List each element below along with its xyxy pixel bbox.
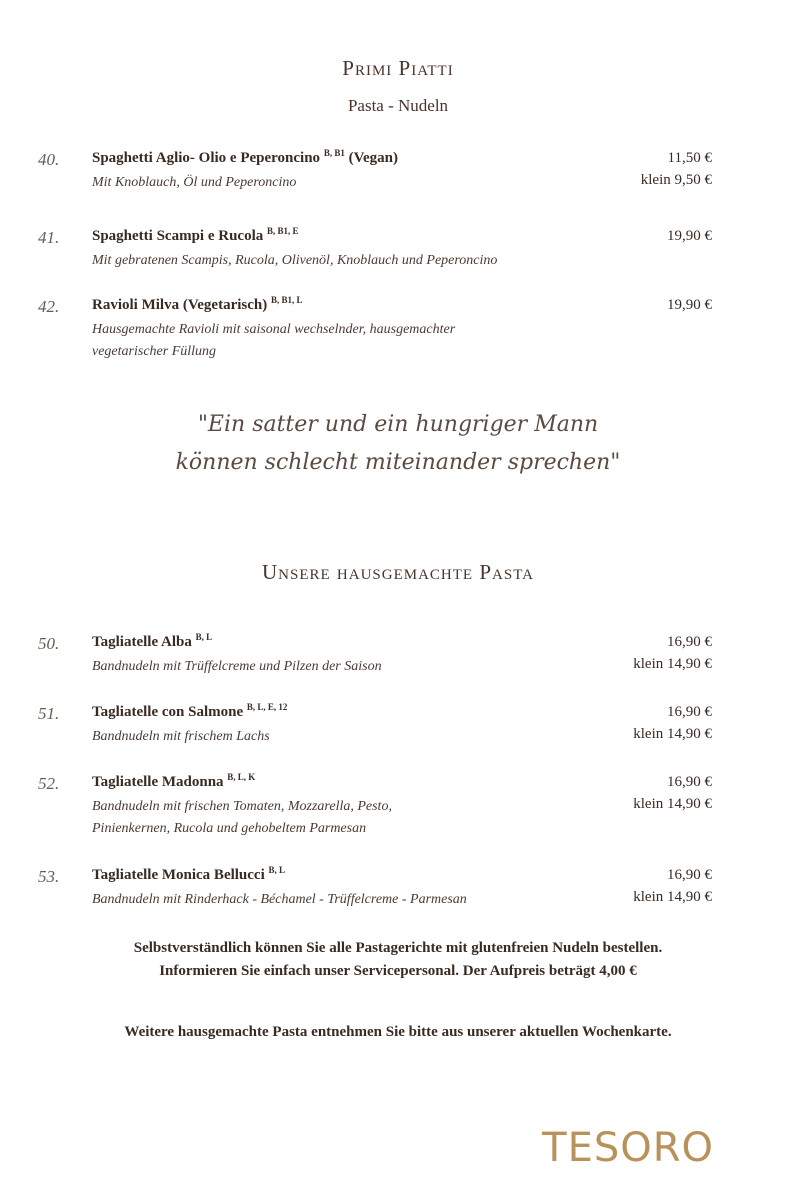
- item-price: 11,50 €: [667, 150, 712, 166]
- item-name: Spaghetti Scampi e Rucola $^{B, B1, E}$: [92, 226, 299, 244]
- item-allergens: B, B1, E: [267, 226, 299, 236]
- item-number: 40.: [38, 150, 60, 169]
- tesoro-logo: TESORO: [542, 1125, 714, 1171]
- item-description: Bandnudeln mit Rinderhack - Béchamel - Trüffelcreme - Parmesan: [92, 892, 467, 907]
- item-description: Bandnudeln mit frischen Tomaten, Mozzarella, Pesto, Pinienkernen, Rucola und gehobeltem Parmesan: [92, 799, 392, 836]
- item-name: Tagliatelle con Salmone $^{B, L, E, 12}$: [92, 702, 288, 720]
- weekly-card-note: Weitere hausgemachte Pasta entnehmen Sie bitte aus unserer aktuellen Wochenkarte.: [124, 1024, 672, 1040]
- item-number: 50.: [38, 634, 60, 653]
- item-price: 19,90 €: [667, 228, 712, 244]
- section-title-hausgemachte-pasta: Unsere hausgemachte Pasta: [262, 560, 534, 584]
- item-price-small: klein 14,90 €: [633, 656, 712, 672]
- item-number: 41.: [38, 228, 60, 247]
- item-name: Spaghetti Aglio- Olio e Peperoncino $^{B, B1}$ (Vegan): [92, 148, 399, 166]
- section-subtitle-pasta: Pasta - Nudeln: [347, 96, 449, 115]
- quote: [0, 406, 796, 482]
- gluten-note-line-2: Informieren Sie einfach unser Servicepersonal. Der Aufpreis beträgt 4,00 €: [159, 963, 637, 979]
- item-name: Tagliatelle Alba $^{B, L}$: [92, 632, 213, 650]
- item-allergens: B, B1, L: [271, 295, 303, 305]
- quote-line-1: "Ein satter und ein hungriger Mann: [197, 412, 599, 437]
- item-price-small: klein 14,90 €: [633, 889, 712, 905]
- item-price: 16,90 €: [667, 867, 712, 883]
- item-number: 52.: [38, 774, 60, 793]
- gluten-free-note: [0, 937, 796, 983]
- item-allergens: B, B1: [323, 148, 345, 158]
- item-price: 16,90 €: [667, 704, 712, 720]
- item-number: 53.: [38, 867, 60, 886]
- item-price: 19,90 €: [667, 297, 712, 313]
- item-description: Mit Knoblauch, Öl und Peperoncino: [92, 175, 297, 190]
- item-name: Tagliatelle Madonna $^{B, L, K}$: [92, 772, 256, 790]
- item-description: Bandnudeln mit frischem Lachs: [92, 729, 270, 744]
- item-description: Mit gebratenen Scampis, Rucola, Olivenöl, Knoblauch und Peperoncino: [92, 253, 498, 268]
- item-name: Tagliatelle Monica Bellucci $^{B, L}$: [92, 865, 286, 883]
- item-allergens: B, L, K: [227, 772, 256, 782]
- item-number: 42.: [38, 297, 60, 316]
- item-price-small: klein 14,90 €: [633, 796, 712, 812]
- item-price: 16,90 €: [667, 634, 712, 650]
- item-price-small: klein 9,50 €: [640, 172, 712, 188]
- item-number: 51.: [38, 704, 60, 723]
- item-allergens: B, L: [195, 632, 213, 642]
- item-price: 16,90 €: [667, 774, 712, 790]
- section-title-primi-piatti: Primi Piatti: [342, 56, 454, 80]
- item-name: Ravioli Milva (Vegetarisch) $^{B, B1, L}$: [92, 295, 303, 313]
- item-description: Hausgemachte Ravioli mit saisonal wechselnder, hausgemachter vegetarischer Füllung: [92, 322, 456, 359]
- item-allergens: B, L: [268, 865, 286, 875]
- quote-line-2: können schlecht miteinander sprechen": [175, 450, 621, 475]
- item-description: Bandnudeln mit Trüffelcreme und Pilzen der Saison: [92, 659, 382, 674]
- item-allergens: B, L, E, 12: [246, 702, 288, 712]
- item-price-small: klein 14,90 €: [633, 726, 712, 742]
- gluten-note-line-1: Selbstverständlich können Sie alle Pastagerichte mit glutenfreien Nudeln bestellen.: [133, 940, 663, 956]
